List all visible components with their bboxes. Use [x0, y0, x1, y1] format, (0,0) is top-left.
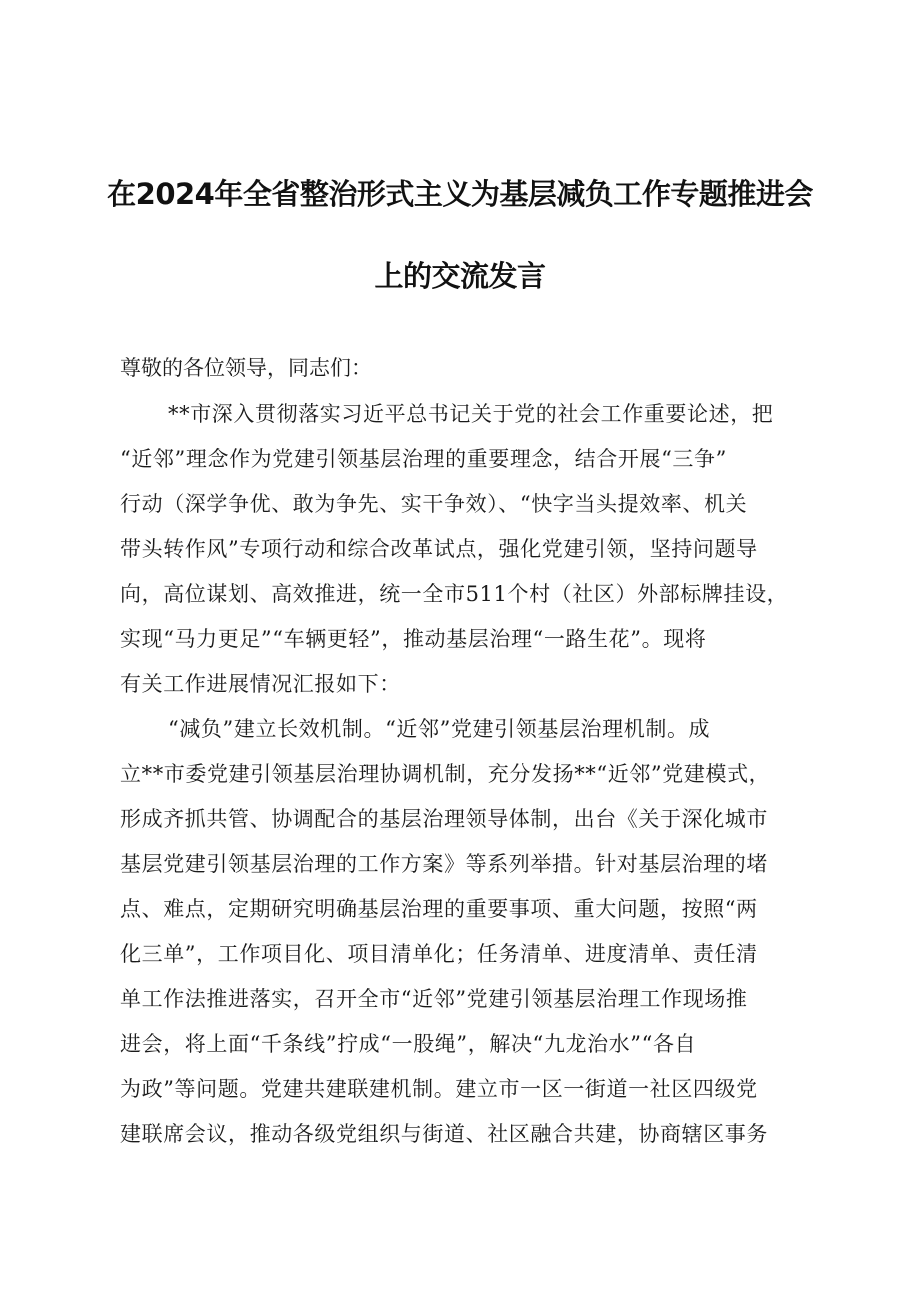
paragraph-line: 化三单”，工作项目化、项目清单化；任务清单、进度清单、责任清: [120, 942, 758, 966]
paragraph-line: 进会，将上面“千条线”拧成“一股绳”，解决“九龙治水”“各自: [120, 1032, 697, 1056]
paragraph-line: “近邻”理念作为党建引领基层治理的重要理念，结合开展“三争”: [120, 447, 727, 471]
paragraph-line: 建联席会议，推动各级党组织与街道、社区融合共建，协商辖区事务: [120, 1122, 768, 1146]
paragraph-line: 为政”等问题。党建共建联建机制。建立市一区一街道一社区四级党: [120, 1077, 758, 1101]
paragraph-line: “减负”建立长效机制。“近邻”党建引领基层治理机制。成: [168, 717, 711, 741]
paragraph-line: 单工作法推进落实，召开全市“近邻”党建引领基层治理工作现场推: [120, 987, 748, 1011]
paragraph-line: 实现“马力更足”“车辆更轻”，推动基层治理“一路生花”。现将: [120, 627, 707, 651]
paragraph-line: 立**市委党建引领基层治理协调机制，充分发扬**“近邻”党建模式，: [120, 762, 771, 786]
paragraph-line: 点、难点，定期研究明确基层治理的重要事项、重大问题，按照“两: [120, 897, 758, 921]
paragraph-line: 基层党建引领基层治理的工作方案》等系列举措。针对基层治理的堵: [120, 852, 768, 876]
paragraph-line: 行动（深学争优、敢为争先、实干争效）、“快字当头提效率、机关: [120, 492, 748, 516]
paragraph-line: 向，高位谋划、高效推进，统一全市511个村（社区）外部标牌挂设，: [120, 582, 789, 606]
salutation: 尊敬的各位领导，同志们：: [120, 356, 372, 380]
document-title-line-2: 上的交流发言: [374, 259, 546, 293]
paragraph-line: 形成齐抓共管、协调配合的基层治理领导体制，出台《关于深化城市: [120, 807, 768, 831]
paragraph-line: 带头转作风”专项行动和综合改革试点，强化党建引领，坚持问题导: [120, 537, 758, 561]
paragraph-line: 有关工作进展情况汇报如下：: [120, 672, 401, 696]
document-title-line-1: 在2024年全省整治形式主义为基层减负工作专题推进会: [107, 177, 813, 211]
paragraph-line: **市深入贯彻落实习近平总书记关于党的社会工作重要论述，把: [168, 402, 774, 426]
